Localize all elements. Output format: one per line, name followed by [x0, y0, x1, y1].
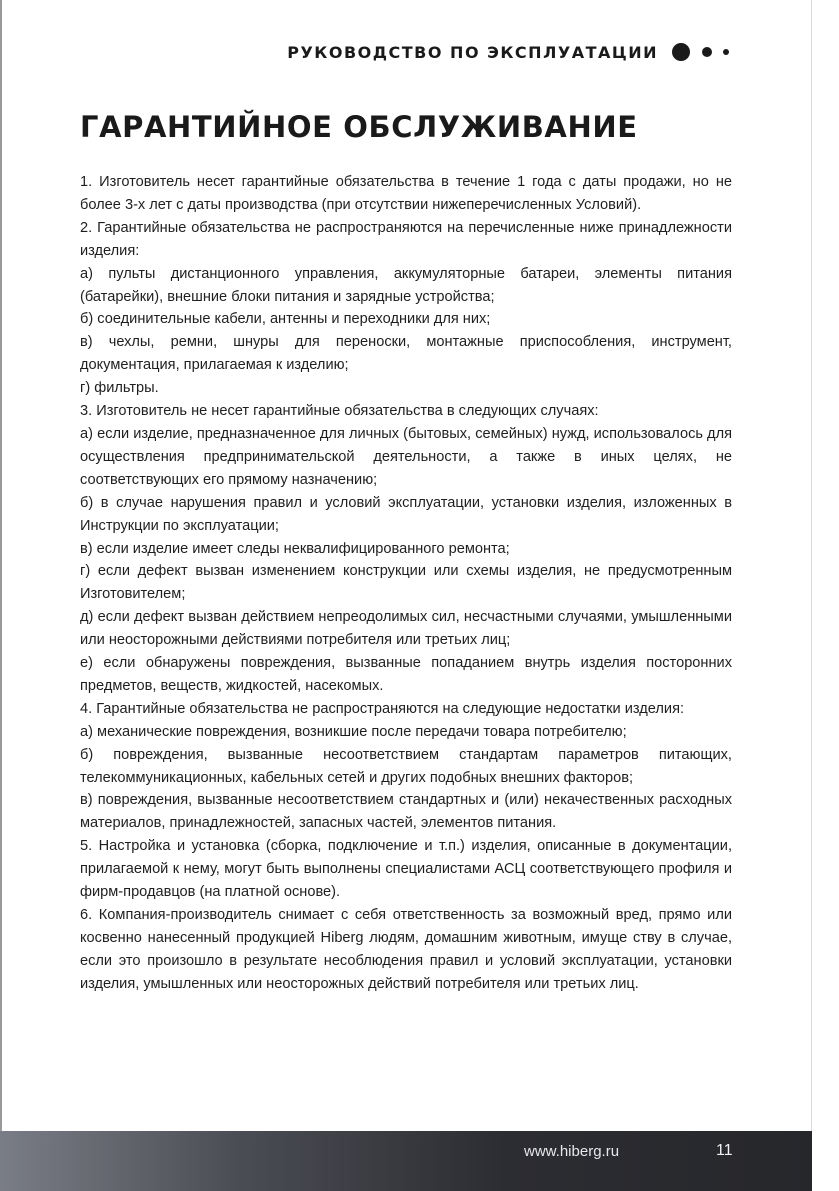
paragraph-4c: в) повреждения, вызванные несоответствием стандартных и (или) некачественных расходных материалов, принадлежностей, запасных частей, элементов питания.	[80, 792, 732, 832]
page-number: 11	[716, 1142, 733, 1159]
paragraph-2: 2. Гарантийные обязательства не распространяются на перечисленные ниже принадлежности изделия:	[80, 219, 732, 259]
paragraph-3c: в) если изделие имеет следы неквалифицированного ремонта;	[80, 540, 510, 557]
paragraph-2a: а) пульты дистанционного управления, аккумуляторные батареи, элементы питания (батарейки), внешние блоки питания и зарядные устройства;	[80, 265, 732, 305]
paragraph-1: 1. Изготовитель несет гарантийные обязательства в течение 1 года с даты продажи, но не более 3-х лет с даты производства (при отсутствии нижеперечисленных Условий).	[80, 174, 732, 213]
running-header-title: РУКОВОДСТВО ПО ЭКСПЛУАТАЦИИ	[287, 42, 658, 62]
paragraph-4a: а) механические повреждения, возникшие после передачи товара потребителю;	[80, 723, 627, 740]
header-dot-small-icon	[723, 49, 729, 55]
paragraph-2c: в) чехлы, ремни, шнуры для переноски, монтажные приспособления, инструмент, документация, прилагаемая к изделию;	[80, 334, 732, 374]
paragraph-3: 3. Изготовитель не несет гарантийные обязательства в следующих случаях:	[80, 403, 599, 420]
paragraph-4b: б) повреждения, вызванные несоответствием стандартам параметров питающих, телекоммуникационных, кабельных сетей и других подобных внешних факторов;	[80, 746, 732, 786]
footer-url: www.hiberg.ru	[524, 1143, 620, 1160]
paragraph-2d: г) фильтры.	[80, 380, 159, 397]
warranty-text	[80, 171, 732, 996]
paragraph-2b: б) соединительные кабели, антенны и переходники для них;	[80, 311, 491, 328]
header-dot-large-icon	[672, 43, 690, 61]
running-header	[287, 40, 729, 64]
page-margin-strip	[812, 0, 839, 1191]
page-title: ГАРАНТИЙНОЕ ОБСЛУЖИВАНИЕ	[80, 110, 638, 144]
paragraph-3e: д) если дефект вызван действием непреодолимых сил, несчастными случаями, умышленными или неосторожными действиями потребителя или третьих лиц;	[80, 609, 732, 649]
paragraph-3a: а) если изделие, предназначенное для личных (бытовых, семейных) нужд, использовалось для осуществления предпринимательской деятельности, а также в иных целях, не соответствующих его прямому назначению;	[80, 425, 732, 488]
footer-band	[0, 1131, 812, 1191]
paragraph-6: 6. Компания-производитель снимает с себя ответственность за возможный вред, прямо или косвенно нанесенный продукцией Hiberg людям, домашним животным, имуще ству в случае, если это произошло в результате несоблюдения правил и условий эксплуатации, установки изделия, умышленных или неосторожных действий потребителя или третьих лиц.	[80, 907, 732, 992]
paragraph-3b: б) в случае нарушения правил и условий эксплуатации, установки изделия, изложенных в Инструкции по эксплуатации;	[80, 494, 732, 534]
paragraph-3d: г) если дефект вызван изменением конструкции или схемы изделия, не предусмотренным Изготовителем;	[80, 563, 732, 603]
paragraph-4: 4. Гарантийные обязательства не распространяются на следующие недостатки изделия:	[80, 700, 685, 717]
paragraph-3f: е) если обнаружены повреждения, вызванные попаданием внутрь изделия посторонних предметов, веществ, жидкостей, насекомых.	[80, 655, 732, 694]
page-left-edge	[0, 0, 2, 1191]
header-dot-medium-icon	[702, 47, 712, 57]
paragraph-5: 5. Настройка и установка (сборка, подключение и т.п.) изделия, описанные в документации, прилагаемой к нему, могут быть выполнены специалистами АСЦ соответствующего профиля и фирм-продавцов (на платной основе).	[80, 838, 732, 901]
